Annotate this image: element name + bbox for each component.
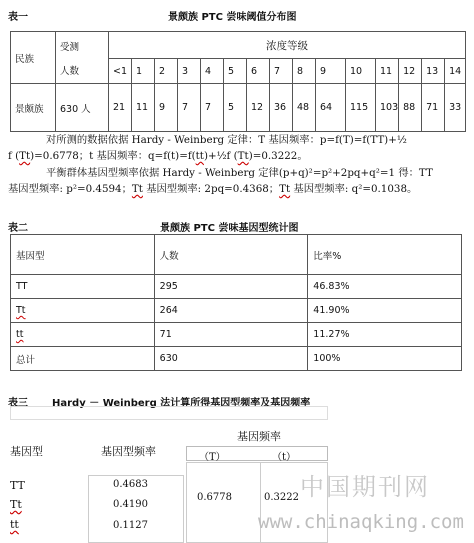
cell-ratio: 11.27% (308, 323, 462, 347)
t3-genotype: TT (10, 479, 25, 492)
value-cell: 12 (247, 84, 270, 132)
cell-genotype (11, 299, 155, 323)
header-T: （T） (199, 452, 226, 463)
level-cell: 12 (399, 59, 422, 84)
para-line4 (8, 181, 417, 197)
value-cell: 48 (293, 84, 316, 132)
table1-caption-title: 景颇族 PTC 尝味阈值分布图 (168, 12, 297, 23)
para-text: tt (195, 150, 204, 162)
para-text: Tt (237, 150, 249, 162)
para-text: Tt (279, 183, 291, 195)
cell-genotype-text: Tt (16, 305, 26, 316)
para-text: 基因型频率: q²=0.1038。 (290, 183, 418, 195)
header-gene-frequency: 基因频率 (237, 430, 281, 443)
value-cell: 11 (132, 84, 155, 132)
t3-frequency: 0.1127 (113, 520, 148, 531)
para-line1: 对所测的数据依据 Hardy - Weinberg 定律：T 基因频率：p=f(T)=f(TT)+½ (46, 134, 407, 146)
value-cell: 36 (270, 84, 293, 132)
cell-genotype: 总计 (11, 347, 155, 371)
level-cell: 3 (178, 59, 201, 84)
para-text: )=0.6778；t 基因频率：q=f(t)=f( (30, 150, 196, 162)
value-cell: 9 (155, 84, 178, 132)
header-tested-line1: 受测 (60, 41, 80, 53)
level-cell: 4 (201, 59, 224, 84)
level-cell: 14 (445, 59, 466, 84)
table-row (11, 84, 466, 132)
header-t: （t） (272, 452, 297, 463)
table-header-row (11, 235, 462, 275)
cell-ratio: 46.83% (308, 275, 462, 299)
value-cell: 71 (422, 84, 445, 132)
table2-caption-label: 表二 (8, 223, 28, 234)
para-text: 基因型频率: 2pq=0.4368； (142, 183, 280, 195)
header-ratio: 比率% (308, 235, 462, 275)
cell-count: 71 (154, 323, 308, 347)
header-count: 人数 (154, 235, 308, 275)
table-row (11, 275, 462, 299)
level-cell: 13 (422, 59, 445, 84)
value-cell: 7 (178, 84, 201, 132)
para-text: f ( (8, 150, 20, 162)
cell-genotype (11, 323, 155, 347)
para-text: )=0.3222。 (248, 150, 308, 162)
table3-caption-frame (10, 406, 328, 420)
value-cell: 64 (316, 84, 346, 132)
para-line2 (8, 148, 308, 164)
para-text: Tt (19, 150, 31, 162)
cell-count: 295 (154, 275, 308, 299)
para-text: 基因型频率: p²=0.4594； (8, 183, 132, 195)
cell-count: 630 (154, 347, 308, 371)
header-genotype: 基因型 (11, 235, 155, 275)
cell-genotype: TT (11, 275, 155, 299)
level-cell: 2 (155, 59, 178, 84)
value-cell: 103 (376, 84, 399, 132)
value-cell: 33 (445, 84, 466, 132)
para-text: )+½f ( (203, 150, 238, 162)
level-cell: 8 (293, 59, 316, 84)
table3-caption-title: Hardy － Weinberg 法计算所得基因型频率及基因频率 (52, 398, 311, 409)
level-cell: 6 (247, 59, 270, 84)
table2-caption-title: 景颇族 PTC 尝味基因型统计图 (160, 223, 299, 234)
t3-frequency: 0.4190 (113, 499, 148, 510)
value-cell: 88 (399, 84, 422, 132)
table-row (11, 323, 462, 347)
header-tested-line2: 人数 (60, 65, 80, 77)
cell-ratio: 41.90% (308, 299, 462, 323)
header-genotype-frequency: 基因型频率 (101, 445, 156, 458)
value-cell: 5 (224, 84, 247, 132)
table1 (10, 31, 466, 132)
cell-genotype-text: tt (16, 329, 24, 340)
value-cell: 7 (201, 84, 224, 132)
value-cell: 21 (109, 84, 132, 132)
table-row (11, 299, 462, 323)
table2 (10, 234, 462, 371)
row-count: 630 人 (56, 84, 109, 132)
gene-frequency-t: 0.3222 (264, 492, 299, 503)
level-cell: 10 (346, 59, 376, 84)
level-cell: 1 (132, 59, 155, 84)
table-row (11, 347, 462, 371)
table1-caption-label: 表一 (8, 12, 28, 23)
header-concentration: 浓度等级 (109, 32, 466, 59)
t3-frequency: 0.4683 (113, 479, 148, 490)
t3-genotype (10, 498, 22, 511)
t3-genotype (10, 518, 19, 531)
watermark-url: www.chinaqking.com (258, 511, 464, 533)
value-cell: 115 (346, 84, 376, 132)
header-genotype: 基因型 (10, 445, 43, 458)
table3-caption-label: 表三 (8, 398, 28, 409)
t3-genotype-text: Tt (10, 498, 22, 511)
para-text: Tt (131, 183, 143, 195)
level-cell: <1 (109, 59, 132, 84)
watermark-chinese: 中国期刊网 (300, 473, 430, 501)
t3-genotype-text: tt (10, 518, 19, 531)
cell-ratio: 100% (308, 347, 462, 371)
para-line3: 平衡群体基因型频率依据 Hardy - Weinberg 定律(p+q)²=p²+2pq+q²=1 得：TT (46, 167, 433, 179)
level-cell: 7 (270, 59, 293, 84)
level-cell: 5 (224, 59, 247, 84)
header-tested (56, 32, 109, 84)
row-ethnic: 景颇族 (11, 84, 56, 132)
gene-frequency-T: 0.6778 (197, 492, 232, 503)
level-cell: 9 (316, 59, 346, 84)
cell-count: 264 (154, 299, 308, 323)
header-ethnic: 民族 (11, 32, 56, 84)
level-cell: 11 (376, 59, 399, 84)
